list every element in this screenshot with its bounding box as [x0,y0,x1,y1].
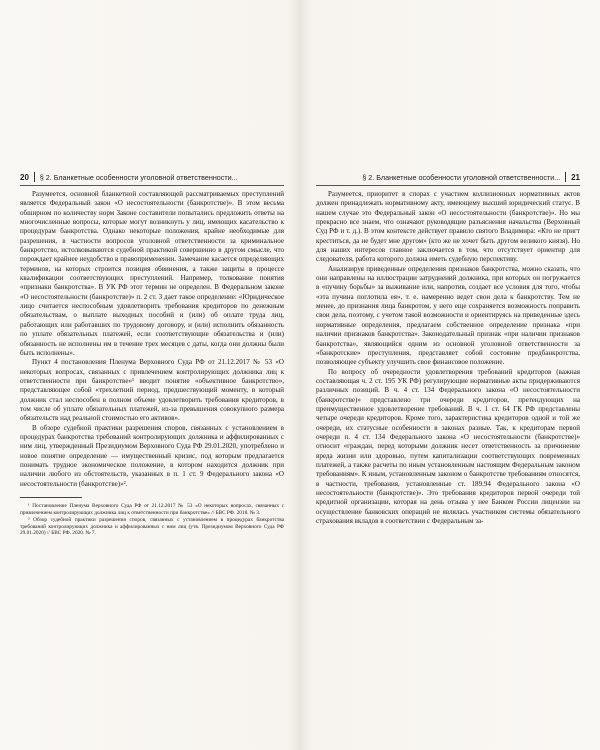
paragraph: Анализируя приведенные определения признаков банкротства, можно сказать, что они направлены на иллюстрации затруднений должника, при которых он погружается в «пучину борьбы» за выживание или, напротив, создает все условия для того, чтобы «эта пучина поглотила ея», т. е. намеренно ведет свои дела к банкротству. Тем не менее, до признания лица банкротом, у него еще сохраняется возможность поправить свои дела, поэтому, с учетом такой возможности и ориентируясь на приведенные здесь нормативные определения, предлагаем собственное определение признака «при наличии признаков банкротства». Законодательный признак «при наличии признаков банкротства», являющийся одним из основной уголовной ответственности за «банкротские» преступления, представляет собой состояние предбанкротства, позволяющее субъекту улучшить свое финансовое положение. [316,264,580,367]
right-running-head-title: § 2. Бланкетные особенности уголовной ответственности... [362,172,561,182]
paragraph: Разумеется, основной бланкетной составляющей рассматриваемых преступлений является Федеральный закон «О несостоятельности (банкротстве)». В этом весьма обширном по количеству норм Законе составители попытались предложить ответы на многочисленные вопросы, которые могут возникнуть у лиц, имеющих касательство к процедурам банкротства. Однако некоторые положения, крайне необходимые для разрешения, в частности вопросов уголовной ответственности за криминальное банкротство, истолковываются судебной практикой совершенно в другом смысле, что порождает крайнее неудобство в правоприменении. Замечание касается определяющих терминов, на которых строится позиция обвинения, а также защиты в процессе квалификации соответствующих преступлений. Например, толкование понятия «признаки банкротства». В УК РФ этот термин не определен. В Федеральном законе «О несостоятельности (банкротстве)» п. 2 ст. 3 дает такое определение: «Юридическое лицо считается неспособным удовлетворить требования кредиторов по денежным обязательствам, о выплате выходных пособий и (или) об оплате труда лиц, работающих или работавших по трудовому договору, и (или) исполнить обязанность по уплате обязательных платежей, если соответствующие обязательства и (или) обязанность не исполнены им в течение трех месяцев с даты, когда они должны были быть исполнены». [20,190,284,357]
left-page-number: 20 [20,172,29,182]
footnote-rule [20,497,82,498]
paragraph: Разумеется, приоритет в спорах с участием коллизионных нормативных актов должен принадлежать нормативному акту, имеющему высший юридический статус. В нашем случае это Федеральный закон «О несостоятельности (банкротстве)». Но мы прекрасно все знаем, что означают руководящие разъяснения начальства (Верховный Суд РФ и т. д.). В этом контексте действует правило святого Владимира: «Кто не пригт креститься, да не будет мне другом» (кто же не хочет быть другом великого князя). Но для наших интересов главное заключается в том, что отсутствует ориентир для следователя, работа которого должна иметь судебную перспективу. [316,190,580,264]
running-head-separator [34,172,35,182]
right-body-text [316,190,580,526]
footnote: ² Обзор судебной практики разрешения споров, связанных с установлением в процедурах банкротства требований контролирующих должника и аффилированных с ним лиц (утв. Президиумом Верховного Суда РФ 29.01.2020) // БВС РФ. 2020. № 7. [20,517,284,537]
footnotes [20,503,284,537]
running-head-separator [565,172,566,182]
right-running-head [316,169,580,186]
paragraph: Пункт 4 постановления Пленума Верховного Суда РФ от 21.12.2017 № 53 «О некоторых вопросах, связанных с привлечением контролирующих должника лиц к ответственности при банкротстве»¹ вводит понятие «объективное банкротство», представляющее собой «трехлетний период, предшествующий моменту, в который должник стал неспособен в полном объеме удовлетворить требования кредиторов, в том числе об уплате обязательных платежей, из-за превышения совокупного размера обязательств над реальной стоимостью его активов». [20,358,284,423]
footnote: ¹ Постановление Пленума Верховного Суда РФ от 21.12.2017 № 53 «О некоторых вопросах, связанных с привлечением контролирующих должника лиц к ответственности при банкротстве» // БВС РФ. 2018. № 3. [20,503,284,516]
right-page-number: 21 [571,172,580,182]
right-page [300,0,600,750]
left-body-text [20,190,284,538]
paragraph: По вопросу об очередности удовлетворения требований кредиторов (важная составляющая ч. 2 ст. 195 УК РФ) регулирующие нормативные акты придерживаются различных позиций. В ч. 4 ст. 134 Федерального закона «О несостоятельности (банкротстве)» представлено три очереди кредиторов, претендующих на преимущественное удовлетворение требований. В ч. 1 ст. 64 ГК РФ представлены четыре очереди кредиторов. Кроме того, характеристика кредиторов одной и той же очереди, их статусные особенности в законах разные. Так, к кредиторам первой очереди п. 4 ст. 134 Федерального закона «О несостоятельности (банкротстве)» относит «граждан, перед которыми должник несет ответственность за причинение вреда жизни или здоровью, путем капитализации соответствующих повременных платежей, а также расчеты по иным установленным настоящим Федеральным законом требованиям». К иным, установленным законом о банкротстве требованиям относятся, в частности, требования, установленные ст. 189.94 Федерального закона «О несостоятельности (банкротстве)». Это требования кредиторов первой очереди той кредитной организации, которая на день отзыва у нее Банком России лицензии на осуществление банковских операций не являлась участником системы обязательного страхования вкладов в соответствии с Федеральным за- [316,367,580,526]
left-running-head-title: § 2. Бланкетные особенности уголовной ответственности... [39,172,238,182]
left-running-head [20,169,284,186]
paragraph: В обзоре судебной практики разрешения споров, связанных с установлением в процедурах банкротства требований контролирующих должника и аффилированных с ним лиц, утвержденный Президиумом Верховного Суда РФ 29.01.2020, употреблено и новое понятие определение — имущественный кризис, под которым предлагается понимать трудное экономическое положение, в котором находится должник при наличии любого из обстоятельств, указанных в п. 1 ст. 9 Федерального закона «О несостоятельности (банкротстве)»². [20,423,284,488]
